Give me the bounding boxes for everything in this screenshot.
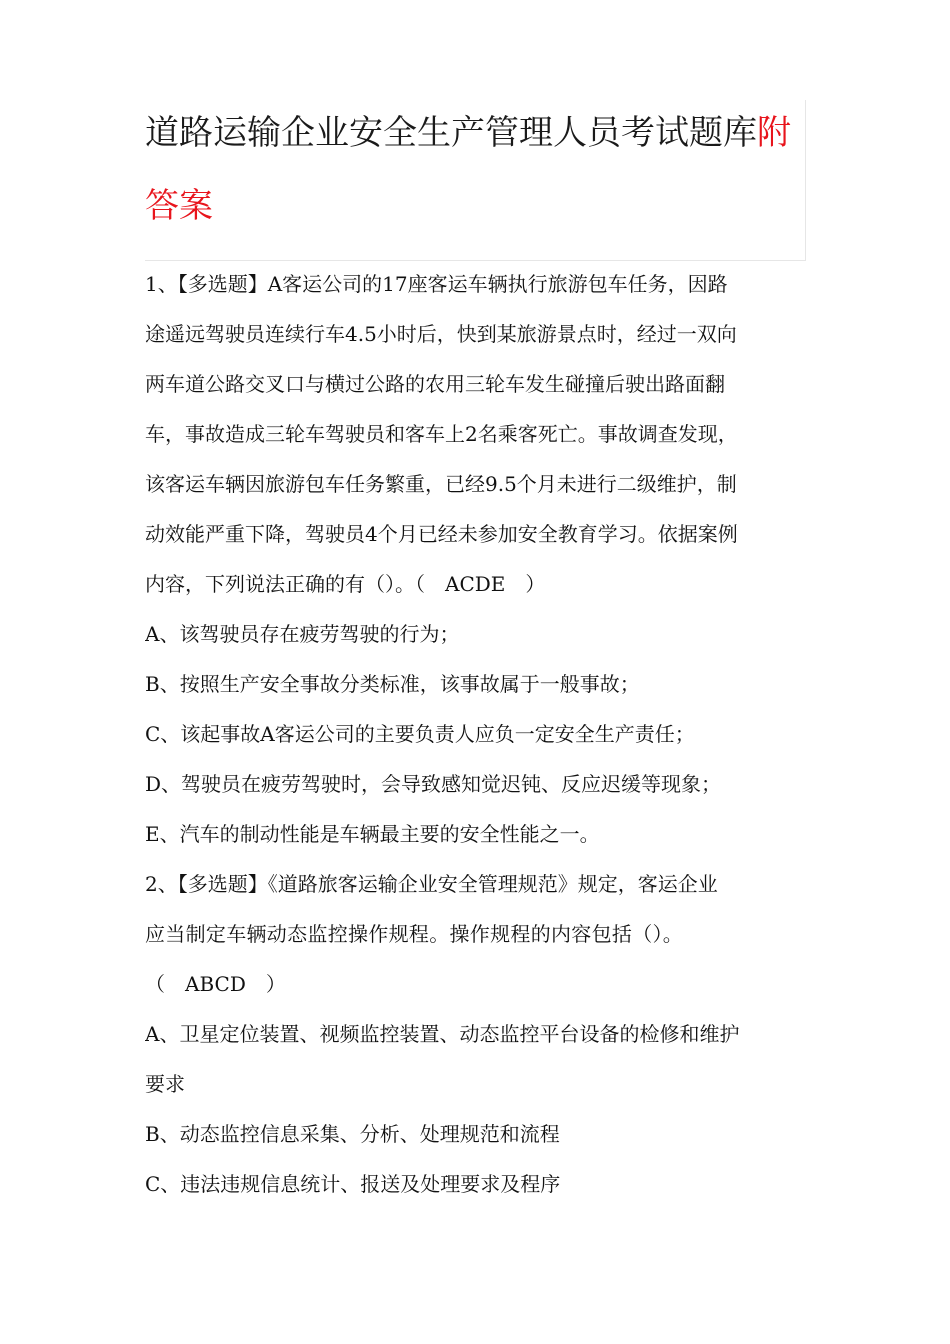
option-line: 要求 xyxy=(145,1072,185,1096)
answer-line: （ ABCD ） xyxy=(145,972,286,996)
text-line: 途遥远驾驶员连续行车4.5小时后，快到某旅游景点时，经过一双向 xyxy=(145,322,737,346)
option-line: D、驾驶员在疲劳驾驶时，会导致感知觉迟钝、反应迟缓等现象； xyxy=(145,772,722,796)
text-line: 应当制定车辆动态监控操作规程。操作规程的内容包括（）。 xyxy=(145,922,684,946)
title-text: 道路运输企业安全生产管理人员考试题库 xyxy=(145,113,757,153)
option-line: C、该起事故A客运公司的主要负责人应负一定安全生产责任； xyxy=(145,722,695,746)
document-title xyxy=(145,100,806,261)
text-line: 2、【多选题】《道路旅客运输企业安全管理规范》规定，客运企业 xyxy=(145,872,718,896)
title-line-2: 答案 xyxy=(145,186,213,226)
text-line: 车，事故造成三轮车驾驶员和客车上2名乘客死亡。事故调查发现， xyxy=(145,422,738,446)
option-line: A、该驾驶员存在疲劳驾驶的行为； xyxy=(145,622,460,646)
title-red-text: 附 xyxy=(757,113,791,153)
title-line-1 xyxy=(145,115,791,151)
text-line: 1、【多选题】A客运公司的17座客运车辆执行旅游包车任务，因路 xyxy=(145,272,728,296)
option-line: B、按照生产安全事故分类标准，该事故属于一般事故； xyxy=(145,672,640,696)
option-line: B、动态监控信息采集、分析、处理规范和流程 xyxy=(145,1122,560,1146)
text-line: 两车道公路交叉口与横过公路的农用三轮车发生碰撞后驶出路面翻 xyxy=(145,372,725,396)
question-content xyxy=(145,266,810,1216)
option-line: C、违法违规信息统计、报送及处理要求及程序 xyxy=(145,1172,561,1196)
option-line: A、卫星定位装置、视频监控装置、动态监控平台设备的检修和维护 xyxy=(145,1022,740,1046)
option-line: E、汽车的制动性能是车辆最主要的安全性能之一。 xyxy=(145,822,600,846)
text-line: 内容，下列说法正确的有（）。（ ACDE ） xyxy=(145,572,546,596)
text-line: 该客运车辆因旅游包车任务繁重，已经9.5个月未进行二级维护，制 xyxy=(145,472,737,496)
text-line: 动效能严重下降，驾驶员4个月已经未参加安全教育学习。依据案例 xyxy=(145,522,738,546)
